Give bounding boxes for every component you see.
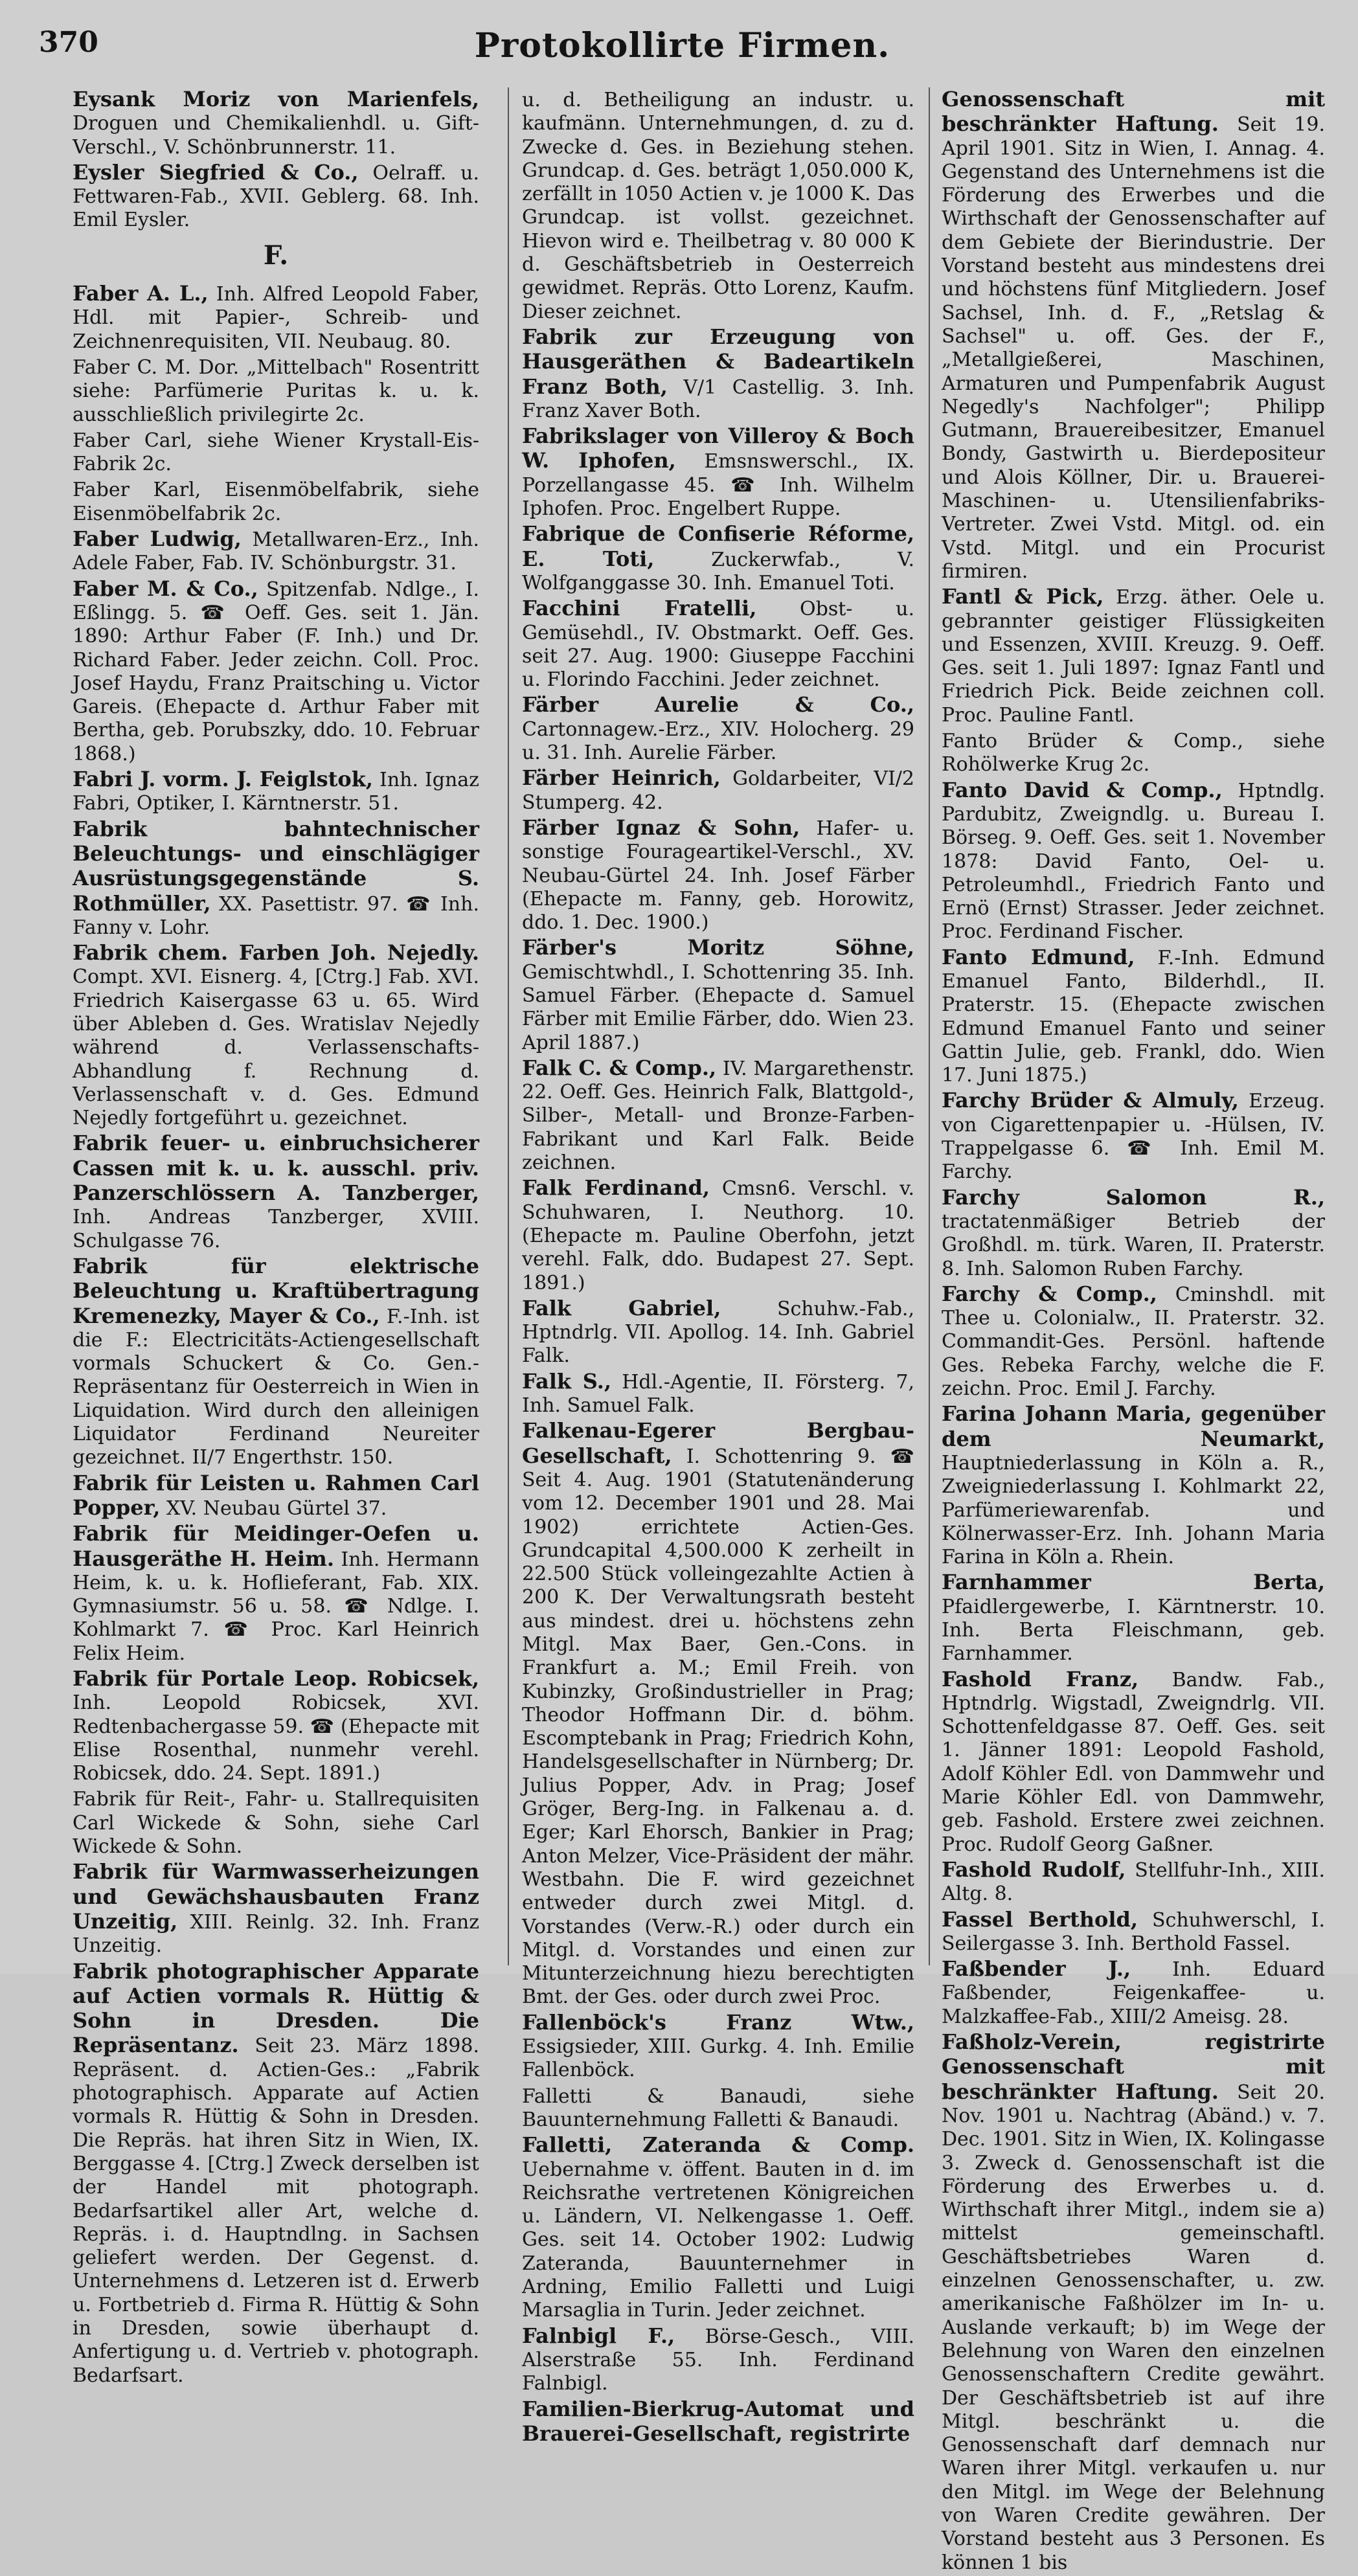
entry-firm-name: Faber M. & Co., <box>73 576 258 601</box>
entry-firm-name: Fabrik chem. Farben Joh. Nejedly. <box>73 940 479 966</box>
entry-details: Inh. Alfred Leopold Faber, Hdl. mit Papier-, Schreib- und Zeichnenrequisiten, VII. Neubaug. 80. <box>73 283 479 353</box>
directory-entry <box>522 1176 914 1294</box>
page-number: 370 <box>39 26 98 59</box>
entry-details: Cmsn6. Verschl. v. Schuhwaren, I. Neuthorg. 10. (Ehepacte m. Pauline Oberfohn, jetzt verehl. Falk, ddo. Budapest 27. Sept. 1891.) <box>522 1177 914 1294</box>
entry-details: Seit 19. April 1901. Sitz in Wien, I. Annag. 4. Gegenstand des Unternehmens ist die Förderung des Erwerbes und die Wirthschaft der Genossenschafter auf dem Gebiete der Bierindustrie. Der Vorstand besteht aus mindestens drei und höchstens fünf Mitgliedern. Josef Sachsel, Inh. d. F., „Retslag & Sachsel" u. off. Ges. der F., „Metallgießerei, Maschinen, Armaturen und Pumpenfabrik August Negedly's Nachfolger"; Philipp Gutmann, Brauereibesitzer, Emanuel Bondy, Gastwirth u. Bierdepositeur und Alois Köllner, Dir. u. Brauerei-Maschinen- u. Utensilienfabriks-Vertreter. Zwei Vstd. Mitgl. od. ein Vstd. Mitgl. und ein Procurist firmiren. <box>942 113 1325 583</box>
entry-firm-name: Fashold Rudolf, <box>942 1857 1126 1882</box>
directory-entry <box>942 2030 1325 2575</box>
entry-firm-name: Falk S., <box>522 1368 612 1394</box>
entry-firm-name: Fabrik für Warmwasserheizungen und Gewächshausbauten Franz Unzeitig, <box>73 1859 479 1934</box>
section-letter: F. <box>263 240 289 271</box>
entry-firm-name: Farina Johann Maria, gegenüber dem Neumarkt, <box>942 1401 1325 1451</box>
directory-entry <box>522 816 914 934</box>
entry-details: IV. Margarethenstr. 22. Oeff. Ges. Heinrich Falk, Blattgold-, Silber-, Metall- und Bronze-Farben-Fabrikant und Karl Falk. Beide zeichnen. <box>522 1057 915 1175</box>
entry-firm-name: Fabrik für Leisten u. Rahmen Carl Popper, <box>73 1470 479 1520</box>
directory-entry <box>942 1957 1325 2029</box>
entry-firm-name: Fabrik für Portale Leop. Robicsek, <box>73 1666 479 1691</box>
entry-firm-name: Fashold Franz, <box>942 1666 1139 1691</box>
entry-firm-name: Falk Ferdinand, <box>522 1175 710 1201</box>
entry-details: V/1 Castellig. 3. Inh. Franz Xaver Both. <box>522 376 914 422</box>
directory-entry <box>73 1860 479 1958</box>
directory-entry <box>942 1186 1325 1281</box>
directory-entry <box>522 766 914 815</box>
entry-details: Faber Karl, Eisenmöbelfabrik, siehe Eisenmöbelfabrik 2c. <box>73 479 479 525</box>
directory-entry <box>942 729 1325 777</box>
entry-details: Inh. Ignaz Fabri, Optiker, I. Kärntnerstr. 51. <box>73 769 479 815</box>
directory-entry <box>942 87 1325 583</box>
column-3-entries <box>942 87 1325 2575</box>
column-rule-left <box>508 87 509 1965</box>
directory-entry <box>73 428 479 477</box>
entry-details: u. d. Betheiligung an industr. u. kaufmänn. Unternehmungen, d. zu d. Zwecke d. Ges. in Beziehung stehen. Grundcap. d. Ges. beträgt 1,050.000 K, zerfällt in 1050 Actien v. je 1000 K. Das Grundcap. ist vollst. gezeichnet. Hievon wird e. Theilbetrag v. 80 000 K d. Geschäftsbetrieb in Oesterreich gewidmet. Repräs. Otto Lorenz, Kaufm. Dieser zeichnet. <box>522 89 914 323</box>
column-3 <box>942 87 1325 2576</box>
entry-firm-name: Eysank Moriz von Marienfels, <box>73 87 479 111</box>
column-1 <box>73 87 479 2389</box>
entry-details: Cartonnagew.-Erz., XIV. Holocherg. 29 u. 31. Inh. Aurelie Färber. <box>522 717 914 765</box>
entry-firm-name: Faber Ludwig, <box>73 526 242 552</box>
entry-details: Inh. Hermann Heim, k. u. k. Hoflieferant, Fab. XIX. Gymnasiumstr. 56 u. 58. ☎ Ndlge. I. Kohlmarkt 7. ☎ Proc. Karl Heinrich Felix Heim. <box>73 1548 479 1665</box>
entry-firm-name: Fabrik für elektrische Beleuchtung u. Kraftübertragung Kremenezky, Mayer & Co., <box>73 1253 479 1328</box>
entry-details: Emsnswerschl., IX. Porzellangasse 45. ☎ Inh. Wilhelm Iphofen. Proc. Engelbert Ruppe. <box>522 450 914 521</box>
entry-details: Stellfuhr-Inh., XIII. Altg. 8. <box>942 1859 1325 1906</box>
directory-entry <box>942 945 1325 1088</box>
entry-firm-name: Fabrikslager von Villeroy & Boch W. Iphofen, <box>522 424 914 473</box>
entry-details: Faber Carl, siehe Wiener Krystall-Eis-Fabrik 2c. <box>73 429 479 476</box>
directory-entry <box>73 161 479 232</box>
entry-firm-name: Genossenschaft mit beschränkter Haftung. <box>942 87 1325 137</box>
directory-entry <box>522 1296 914 1368</box>
page-header <box>39 26 1326 71</box>
entry-details: Hdl.-Agentie, II. Försterg. 7, Inh. Samuel Falk. <box>522 1370 914 1418</box>
entry-details: Erzeug. von Cigarettenpapier u. -Hülsen, IV. Trappelgasse 6. ☎ Inh. Emil M. Farchy. <box>942 1090 1325 1184</box>
entry-details: Schuhwerschl, I. Seilergasse 3. Inh. Berthold Fassel. <box>942 1908 1325 1955</box>
directory-entry <box>522 1056 914 1175</box>
entry-firm-name: Falk C. & Comp., <box>522 1055 717 1080</box>
entry-details: Faber C. M. Dor. „Mittelbach" Rosentritt siehe: Parfümerie Puritas k. u. k. ausschließlich privilegirte 2c. <box>73 356 479 426</box>
column-1-entries-top <box>73 87 479 232</box>
entry-details: Inh. Eduard Faßbender, Feigenkaffee- u. Malzkaffee-Fab., XIII/2 Ameisg. 28. <box>942 1958 1325 2028</box>
directory-entry <box>942 778 1325 944</box>
entry-firm-name: Fabrik für Meidinger-Oefen u. Hausgeräthe H. Heim. <box>73 1521 479 1571</box>
entry-details: Falletti & Banaudi, siehe Bauunternehmung Falletti & Banaudi. <box>522 2085 914 2131</box>
directory-entry <box>942 1570 1325 1666</box>
entry-details: Hauptniederlassung in Köln a. R., Zweigniederlassung I. Kohlmarkt 22, Parfümeriewarenfab. und Kölnerwasser-Erz. Inh. Johann Maria Farina in Köln a. Rhein. <box>942 1451 1325 1569</box>
column-2-entries <box>522 87 914 2446</box>
entry-details: Erzg. äther. Oele u. gebrannter geistiger Flüssigkeiten und Essenzen, XVIII. Kreuzg. 9. Oeff. Ges. seit 1. Juli 1897: Ignaz Fantl und Friedrich Pick. Beide zeichnen coll. Proc. Pauline Fantl. <box>942 586 1326 727</box>
directory-entry <box>73 1131 479 1252</box>
directory-entry <box>522 2397 914 2447</box>
entry-details: Compt. XVI. Eisnerg. 4, [Ctrg.] Fab. XVI. Friedrich Kaisergasse 63 u. 65. Wird über Ableben d. Ges. Wratislav Nejedly während d. Verlassenschafts-Abhandlung f. Rechnung d. Verlassenschaft v. d. Ges. Edmund Nejedly fortgeführt u. gezeichnet. <box>73 966 479 1130</box>
entry-details: Schuhw.-Fab., Hptndrlg. VII. Apollog. 14. Inh. Gabriel Falk. <box>522 1297 914 1368</box>
directory-entry <box>522 2011 914 2083</box>
directory-entry <box>522 2324 914 2396</box>
entry-firm-name: Faber A. L., <box>73 281 209 306</box>
directory-entry <box>522 693 914 765</box>
entry-details: tractatenmäßiger Betrieb der Großhdl. m. türk. Waren, II. Praterstr. 8. Inh. Salomon Ruben Farchy. <box>942 1210 1325 1280</box>
entry-details: Inh. Leopold Robicsek, XVI. Redtenbachergasse 59. ☎ (Ehepacte mit Elise Rosenthal, nunmehr verehl. Robicsek, ddo. 24. Sept. 1891.) <box>73 1691 479 1785</box>
directory-entry <box>73 477 479 526</box>
directory-entry <box>73 1667 479 1785</box>
directory-entry <box>522 1419 914 2009</box>
entry-firm-name: Fassel Berthold, <box>942 1906 1138 1932</box>
directory-entry <box>522 522 914 595</box>
entry-firm-name: Färber Heinrich, <box>522 765 721 791</box>
directory-entry <box>522 2133 914 2322</box>
entry-details: Goldarbeiter, VI/2 Stumperg. 42. <box>522 767 914 814</box>
entry-details: Obst- u. Gemüsehdl., IV. Obstmarkt. Oeff. Ges. seit 27. Aug. 1900: Giuseppe Facchini u. Florindo Facchini. Jeder zeichnet. <box>522 598 914 692</box>
entry-details: Hafer- u. sonstige Fourageartikel-Verschl., XV. Neubau-Gürtel 24. Inh. Josef Färber (Ehepacte m. Fanny, geb. Horowitz, ddo. 1. Dec. 1900.) <box>522 817 914 934</box>
directory-entry <box>942 1089 1325 1184</box>
entry-details: Cminshdl. mit Thee u. Colonialw., II. Praterstr. 32. Commandit-Ges. Persönl. haftende Ges. Rebeka Farchy, welche die F. zeichn. Proc. Emil J. Farchy. <box>942 1283 1325 1401</box>
entry-details: Uebernahme v. öffent. Bauten in d. im Reichsrathe vertretenen Königreichen u. Ländern, VI. Nelkengasse 1. Oeff. Ges. seit 14. October 1902: Ludwig Zateranda, Bauunternehmer in Ardning, Emilio Falletti und Luigi Marsaglia in Turin. Jeder zeichnet. <box>522 2158 914 2322</box>
entry-details: Hptndlg. Pardubitz, Zweigndlg. u. Bureau I. Börseg. 9. Oeff. Ges. seit 1. November 1878: David Fanto, Oel- u. Petroleumhdl., Friedrich Fanto und Ernö (Ernst) Strasser. Jeder zeichnet. Proc. Ferdinand Fischer. <box>942 779 1325 943</box>
entry-details: F.-Inh. ist die F.: Electricitäts-Actiengesellschaft vormals Schuckert & Co. Gen.-Repräsentanz für Oesterreich in Wien in Liquidation. Wird durch den alleinigen Liquidator Ferdinand Neureiter gezeichnet. II/7 Engerthstr. 150. <box>73 1305 479 1469</box>
running-title: Protokollirte Firmen. <box>474 26 890 65</box>
entry-firm-name: Fabri J. vorm. J. Feiglstok, <box>73 767 374 792</box>
directory-entry <box>73 527 479 576</box>
directory-entry <box>522 936 914 1054</box>
directory-entry <box>73 282 479 354</box>
directory-entry <box>522 2084 914 2132</box>
entry-details: Inh. Andreas Tanzberger, XVIII. Schulgasse 76. <box>73 1206 479 1252</box>
directory-entry <box>73 577 479 766</box>
entry-details: Börse-Gesch., VIII. Alserstraße 55. Inh. Ferdinand Falnbigl. <box>522 2325 914 2395</box>
entry-firm-name: Farchy Salomon R., <box>942 1184 1325 1210</box>
entry-firm-name: Facchini Fratelli, <box>522 596 757 621</box>
entry-firm-name: Färber Ignaz & Sohn, <box>522 815 800 840</box>
entry-details: Fabrik für Reit-, Fahr- u. Stallrequisiten Carl Wickede & Sohn, siehe Carl Wickede & Sohn. <box>73 1788 479 1859</box>
directory-entry <box>942 1858 1325 1906</box>
entry-details: Droguen und Chemikalienhdl. u. Gift-Verschl., V. Schönbrunnerstr. 11. <box>73 112 479 159</box>
directory-entry <box>73 1522 479 1666</box>
entry-firm-name: Fabrique de Confiserie Réforme, E. Toti, <box>522 521 914 571</box>
entry-details: XX. Pasettistr. 97. ☎ Inh. Fanny v. Lohr. <box>73 892 479 939</box>
directory-entry <box>942 585 1325 727</box>
directory-entry <box>73 355 479 427</box>
entry-firm-name: Falnbigl F., <box>522 2323 675 2348</box>
entry-details: Seit 23. März 1898. Repräsent. d. Actien-Ges.: „Fabrik photographisch. Apparate auf Actien vormals R. Hüttig & Sohn in Dresden. Die Repräs. hat ihren Sitz in Wien, IX. Berggasse 4. [Ctrg.] Zweck derselben ist der Handel mit photograph. Bedarfsartikel aller Art, welche d. Repräs. i. d. Hauptndlng. in Sachsen geliefert werden. Der Gegenst. d. Unternehmens d. Letzeren ist d. Erwerb u. Fortbetrieb d. Firma R. Hüttig & Sohn in Dresden, sowie überhaupt d. Anfertigung u. d. Vertrieb v. photograph. Bedarfsart. <box>73 2035 479 2387</box>
entry-firm-name: Färber Aurelie & Co., <box>522 692 914 717</box>
entry-firm-name: Falletti, Zateranda & Comp. <box>522 2132 914 2158</box>
entry-details: Pfaidlergewerbe, I. Kärntnerstr. 10. Inh. Berta Fleischmann, geb. Farnhammer. <box>942 1595 1325 1666</box>
directory-entry <box>942 1908 1325 1956</box>
directory-entry <box>73 817 479 940</box>
directory-entry <box>73 1960 479 2388</box>
entry-firm-name: Färber's Moritz Söhne, <box>522 935 914 960</box>
directory-entry <box>942 1667 1325 1857</box>
entry-details: Zuckerwfab., V. Wolfganggasse 30. Inh. Emanuel Toti. <box>522 548 914 594</box>
entry-firm-name: Fanto David & Comp., <box>942 777 1223 802</box>
entry-firm-name: Faßholz-Verein, registrirte Genossenschaft mit beschränkter Haftung. <box>942 2029 1325 2104</box>
entry-firm-name: Farnhammer Berta, <box>942 1570 1325 1595</box>
entry-firm-name: Farchy Brüder & Almuly, <box>942 1088 1239 1113</box>
entry-firm-name: Fabrik feuer- u. einbruchsicherer Cassen mit k. u. k. ausschl. priv. Panzerschlössern A. Tanzberger, <box>73 1131 479 1206</box>
entry-firm-name: Fallenböck's Franz Wtw., <box>522 2009 914 2035</box>
entry-firm-name: Eysler Siegfried & Co., <box>73 159 359 185</box>
entry-details: Oelraff. u. Fettwaren-Fab., XVII. Geblerg. 68. Inh. Emil Eysler. <box>73 161 479 232</box>
directory-entry <box>73 941 479 1130</box>
entry-firm-name: Fantl & Pick, <box>942 584 1104 609</box>
entry-firm-name: Familien-Bierkrug-Automat und Brauerei-Gesellschaft, registrirte <box>522 2396 914 2446</box>
entry-details: Bandw. Fab., Hptndrlg. Wigstadl, Zweigndrlg. VII. Schottenfeldgasse 87. Oeff. Ges. seit 1. Jänner 1891: Leopold Fashold, Adolf Köhler Edl. von Dammwehr und Marie Köhler Edl. von Dammwehr, geb. Fashold. Erstere zwei zeichnen. Proc. Rudolf Georg Gaßner. <box>942 1668 1325 1856</box>
directory-entry <box>522 87 914 324</box>
directory-entry <box>942 1282 1325 1401</box>
column-rule-right <box>929 87 930 1965</box>
entry-firm-name: Fabrik photographischer Apparate auf Actien vormals R. Hüttig & Sohn in Dresden. Die Repräsentanz. <box>73 1958 479 2058</box>
entry-details: XV. Neubau Gürtel 37. <box>166 1497 387 1520</box>
entry-firm-name: Fabrik bahntechnischer Beleuchtungs- und einschlägiger Ausrüstungsgegenstände S. Rothmüller, <box>73 816 479 916</box>
directory-entry <box>522 1370 914 1418</box>
entry-firm-name: Falk Gabriel, <box>522 1295 721 1320</box>
column-2 <box>522 87 914 2448</box>
directory-entry <box>73 87 479 159</box>
entry-firm-name: Fanto Edmund, <box>942 944 1135 969</box>
entry-details: Essigsieder, XIII. Gurkg. 4. Inh. Emilie Fallenböck. <box>522 2035 914 2082</box>
directory-entry <box>73 1471 479 1521</box>
entry-details: F.-Inh. Edmund Emanuel Fanto, Bilderhdl., II. Praterstr. 15. (Ehepacte zwischen Edmund Emanuel Fanto und seiner Gattin Julie, geb. Frankl, ddo. Wien 17. Juni 1875.) <box>942 946 1325 1087</box>
entry-firm-name: Falkenau-Egerer Bergbau-Gesellschaft, <box>522 1418 914 1468</box>
entry-details: Fanto Brüder & Comp., siehe Rohölwerke Krug 2c. <box>942 730 1325 776</box>
entry-details: Metallwaren-Erz., Inh. Adele Faber, Fab. IV. Schönburgstr. 31. <box>73 528 480 575</box>
entry-firm-name: Farchy & Comp., <box>942 1281 1157 1306</box>
entry-details: I. Schottenring 9. ☎ Seit 4. Aug. 1901 (Statutenänderung vom 12. December 1901 und 28. Mai 1902) errichtete Actien-Ges. Grundcapital 4,500.000 K zerheilt in 22.500 Stück volleingezahlte Actien à 200 K. Der Verwaltungsrath besteht aus mindest. drei u. höchstens zehn Mitgl. Max Baer, Gen.-Cons. in Frankfurt a. M.; Emil Freih. von Kubinzky, Großindustrieller in Prag; Theodor Hoffmann Dir. d. böhm. Escomptebank in Prag; Friedrich Kohn, Handelsgesellschafter in Nürnberg; Dr. Julius Popper, Adv. in Prag; Josef Gröger, Berg-Ing. in Falkenau a. d. Eger; Karl Ehorsch, Bankier in Prag; Anton Melzer, Vice-Präsident der mähr. Westbahn. Die F. wird gezeichnet entweder durch zwei Mitgl. d. Vorstandes (Verw.-R.) oder durch ein Mitgl. d. Vorstandes und einen zur Mitunterzeichnung hiezu berechtigten Bmt. der Ges. oder durch zwei Proc. <box>522 1445 914 2009</box>
entry-details: Seit 20. Nov. 1901 u. Nachtrag (Abänd.) v. 7. Dec. 1901. Sitz in Wien, IX. Kolingasse 3. Zweck d. Genossenschaft ist die Förderung des Erwerbes u. d. Wirthschaft ihrer Mitgl., indem sie a) mittelst gemeinschaftl. Geschäftsbetriebes Waren d. einzelnen Genossenschafter, u. zw. amerikanische Faßhölzer im In- u. Auslande verkauft; b) im Wege der Belehnung von Waren den einzelnen Genossenschaftern Credite gewährt. Der Geschäftsbetrieb ist auf ihre Mitgl. beschränkt u. die Genossenschaft darf demnach nur Waren ihrer Mitgl. verkaufen u. nur den Mitgl. im Wege der Belehnung von Waren Credite gewähren. Der Vorstand besteht aus 3 Personen. Es können 1 bis <box>942 2081 1325 2574</box>
directory-entry <box>73 767 479 816</box>
entry-details: Gemischtwhdl., I. Schottenring 35. Inh. Samuel Färber. (Ehepacte d. Samuel Färber mit Emilie Färber, ddo. Wien 23. April 1887.) <box>522 960 914 1054</box>
entry-details: Spitzenfab. Ndlge., I. Eßlingg. 5. ☎ Oeff. Ges. seit 1. Jän. 1890: Arthur Faber (F. Inh.) und Dr. Richard Faber. Jeder zeichn. Coll. Proc. Josef Haydu, Franz Praitsching u. Victor Gareis. (Ehepacte d. Arthur Faber mit Bertha, geb. Porubszky, ddo. 10. Februar 1868.) <box>73 578 479 765</box>
directory-entry <box>522 325 914 423</box>
entry-details: XIII. Reinlg. 32. Inh. Franz Unzeitig. <box>73 1910 479 1958</box>
directory-entry <box>942 1402 1325 1569</box>
directory-entry <box>522 596 914 692</box>
directory-entry <box>73 1787 479 1859</box>
entry-firm-name: Faßbender J., <box>942 1956 1131 1982</box>
column-1-entries <box>73 282 479 2388</box>
directory-entry <box>73 1254 479 1470</box>
directory-entry <box>522 424 914 521</box>
entry-firm-name: Fabrik zur Erzeugung von Hausgeräthen & Badeartikeln Franz Both, <box>522 324 914 399</box>
